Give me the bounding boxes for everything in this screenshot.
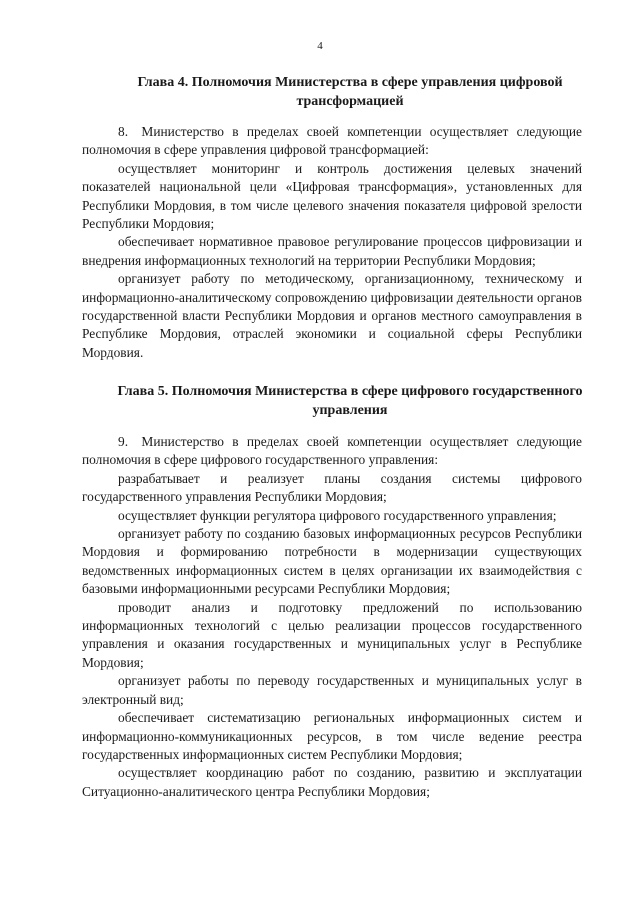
paragraph-8-item-3: организует работу по методическому, организационному, техническому и информационно-аналитическому сопровождению цифровизации деятельности органов государственной власти Республики Мордовия и органов местного самоуправления в Республике Мордовия, отраслей экономики и социальной сферы Республики Мордовия. xyxy=(82,271,582,360)
paragraph-9-item-3: организует работу по созданию базовых информационных ресурсов Республики Мордовия и формированию потребности в модернизации существующих ведомственных информационных систем в целях организации их взаимодействия с базовыми информационными ресурсами Республики Мордовия; xyxy=(82,526,582,597)
chapter-5-title: Глава 5. Полномочия Министерства в сфере цифрового государственного управления xyxy=(117,384,583,418)
chapter-4-title: Глава 4. Полномочия Министерства в сфере управления цифровой трансформацией xyxy=(137,75,563,109)
paragraph-9-item-2: осуществляет функции регулятора цифрового государственного управления; xyxy=(118,507,557,523)
paragraph-8-item-2: обеспечивает нормативное правовое регулирование процессов цифровизации и внедрения информационных технологий на территории Республики Мордовия; xyxy=(82,234,582,268)
paragraph-8-item-1: осуществляет мониторинг и контроль достижения целевых значений показателей национальной цели «Цифровая трансформация», установленных для Республики Мордовия, в том числе целевого значения показателя цифровой зрелости Республики Мордовия; xyxy=(82,160,582,232)
paragraph-9-item-7: осуществляет координацию работ по созданию, развитию и эксплуатации Ситуационно-аналитического центра Республики Мордовия; xyxy=(82,765,582,799)
paragraph-9-item-4: проводит анализ и подготовку предложений по использованию информационных технологий с целью реализации процессов государственного управления и оказания государственных и муниципальных услуг в Республике Мордовия; xyxy=(82,599,582,670)
chapter-4-body xyxy=(82,123,582,362)
paragraph-9-item-5: организует работы по переводу государственных и муниципальных услуг в электронный вид; xyxy=(82,673,582,707)
paragraph-9-item-1: разрабатывает и реализует планы создания системы цифрового государственного управления Республики Мордовия; xyxy=(82,470,582,505)
paragraph-9-item-6: обеспечивает систематизацию региональных информационных систем и информационно-коммуникационных ресурсов, в том числе ведение реестра государственных информационных систем Республики Мордовия; xyxy=(82,710,582,762)
page-number: 4 xyxy=(317,40,323,52)
paragraph-9: 9. Министерство в пределах своей компетенции осуществляет следующие полномочия в сфере цифрового государственного управления: xyxy=(82,434,582,468)
paragraph-8: 8. Министерство в пределах своей компетенции осуществляет следующие полномочия в сфере управления цифровой трансформацией: xyxy=(82,124,582,158)
chapter-5-body xyxy=(82,433,582,801)
